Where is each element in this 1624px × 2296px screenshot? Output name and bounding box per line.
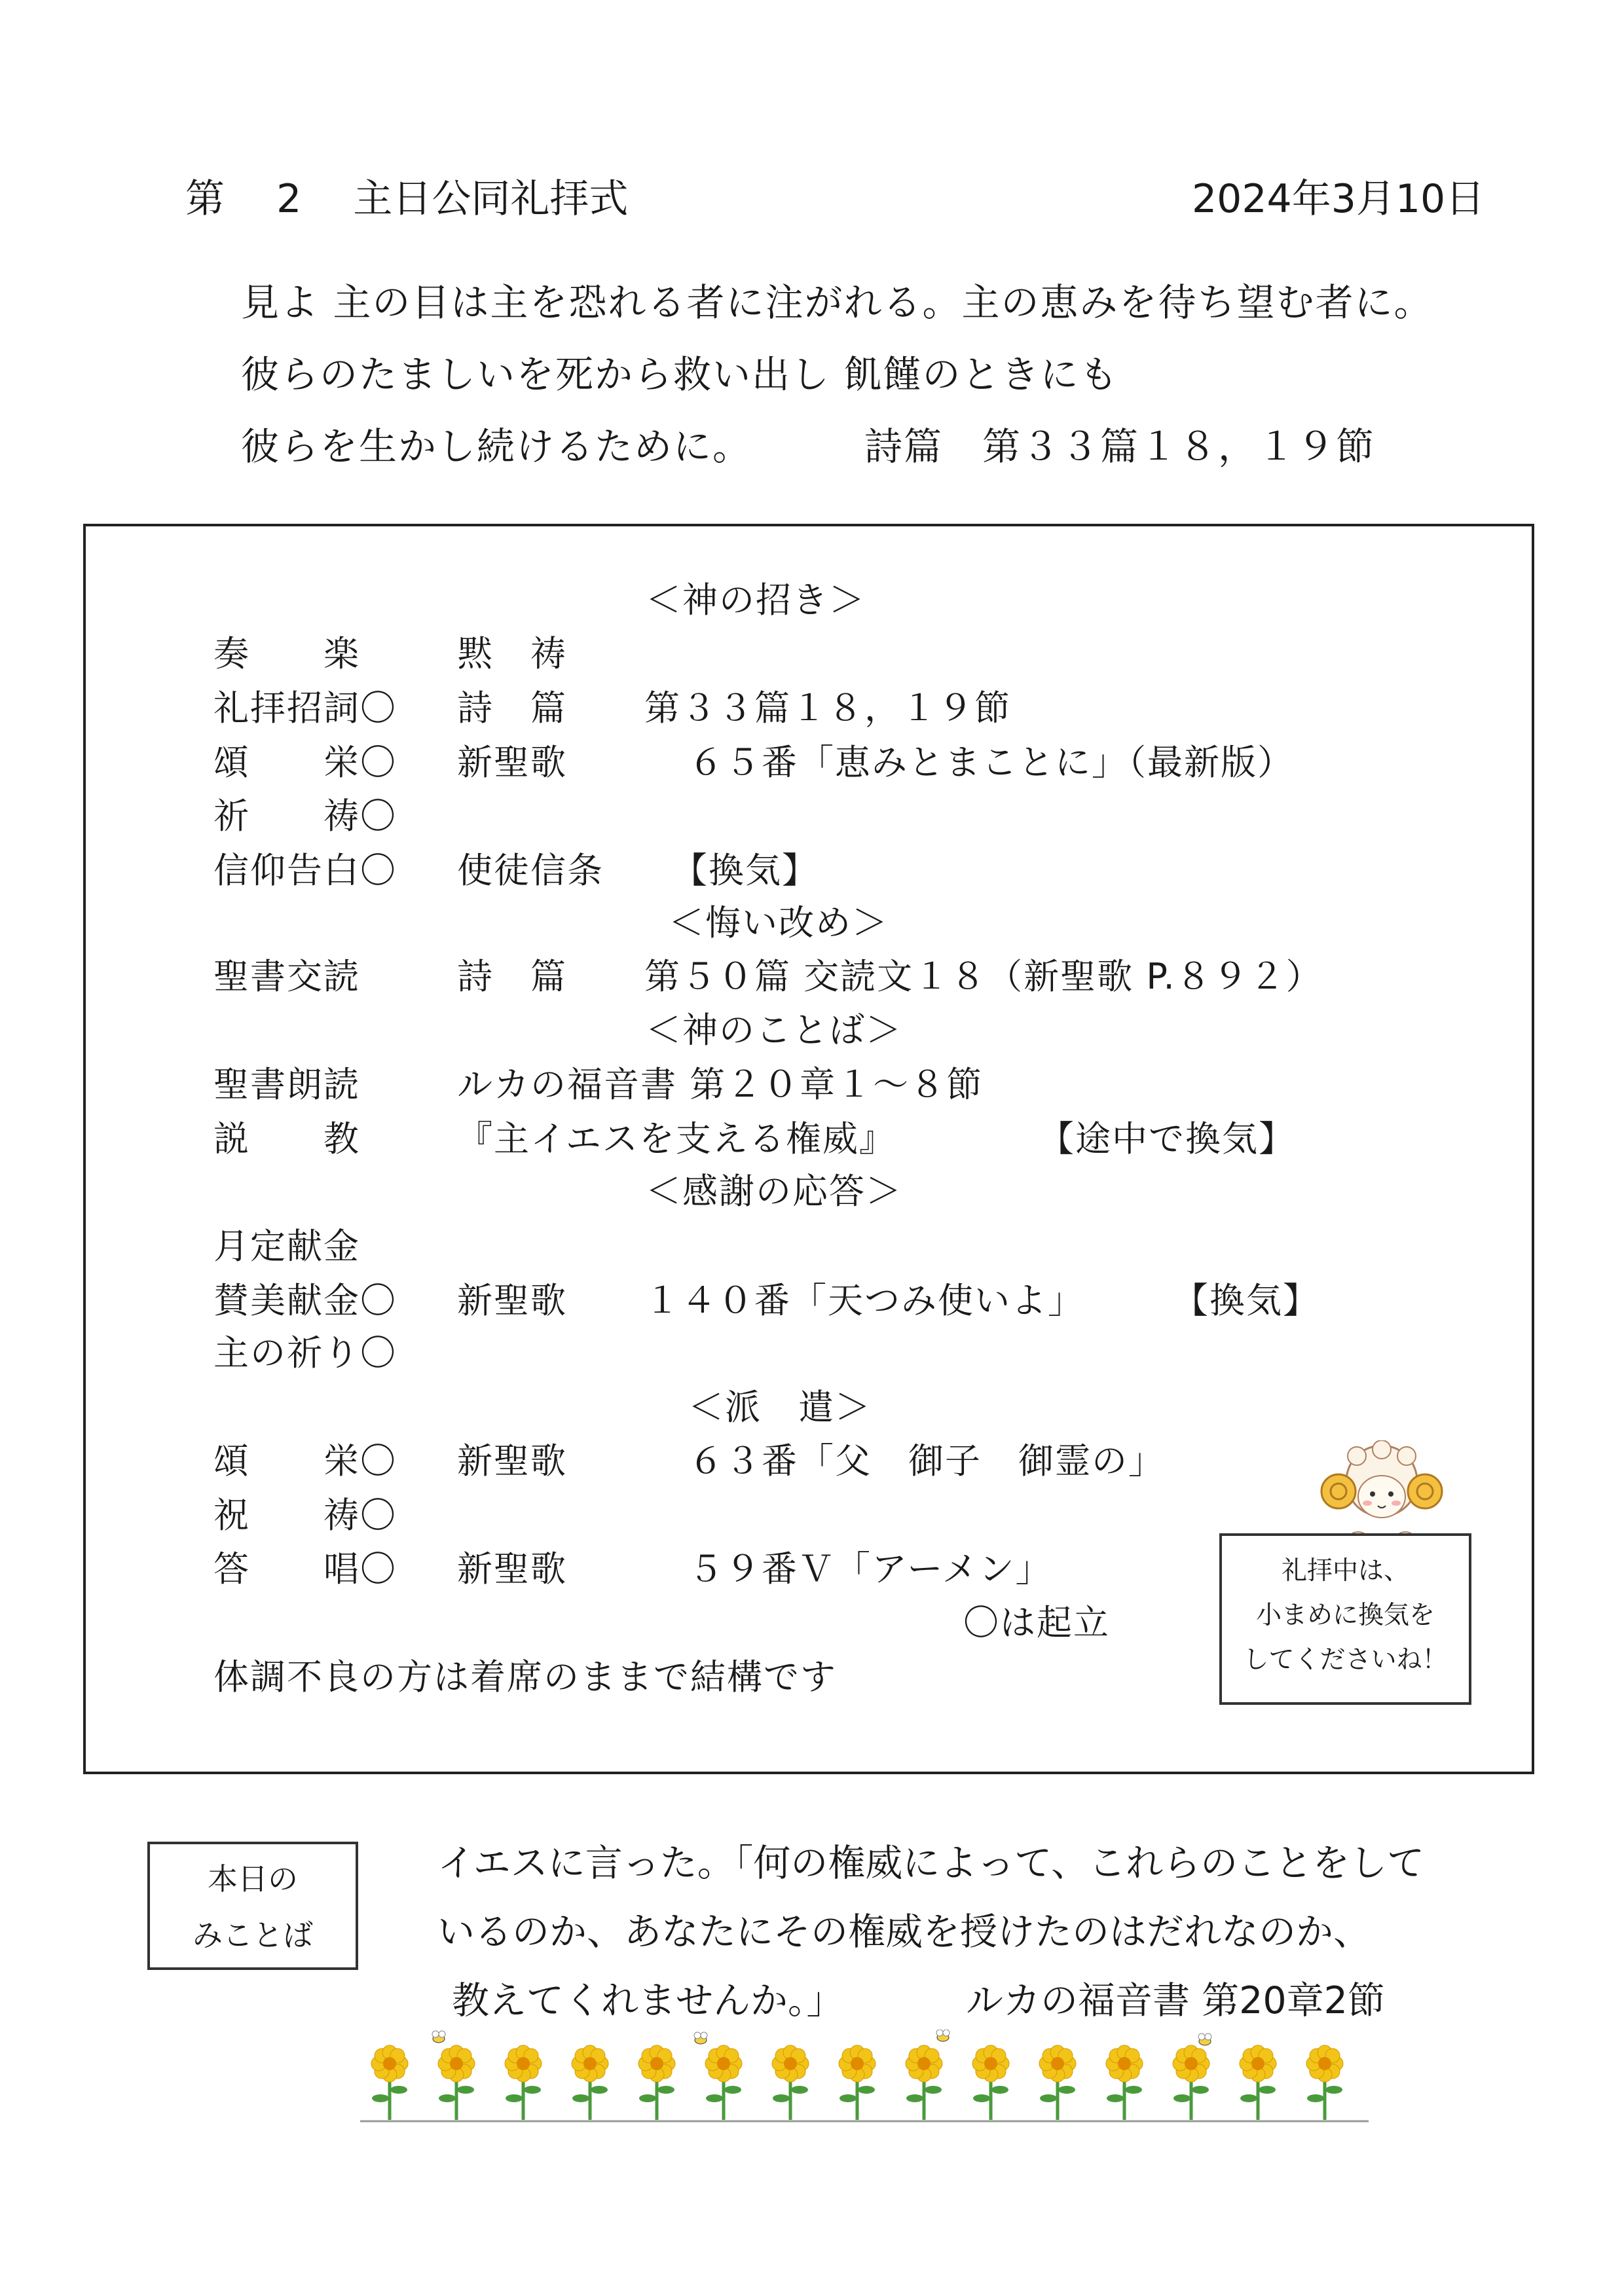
item-scripture-reading-label: 聖書朗読 [213, 1064, 360, 1105]
item-responsive-reading-detail: 詩 篇 [457, 956, 567, 997]
sheep-illustration [1316, 1440, 1447, 1545]
item-doxology-2-detail: 新聖歌 [457, 1440, 567, 1482]
flower-icon [438, 2045, 475, 2120]
bee-icon [432, 2031, 445, 2043]
item-call-to-worship-detail: 詩 篇 [457, 687, 567, 729]
item-offering-extra: １４０番「天つみ使いよ」 [644, 1280, 1084, 1321]
ventilation-note-line-2: 小まめに換気を [1255, 1601, 1435, 1630]
section-response: ＜感謝の応答＞ [646, 1171, 902, 1212]
todays-word-line-1: イエスに言った。「何の権威によって、これらのことをして [437, 1842, 1425, 1885]
opening-verse-line-1: 見よ 主の目は主を恐れる者に注がれる。主の恵みを待ち望む者に。 [241, 280, 1433, 325]
health-note: 体調不良の方は着席のままで結構です [213, 1656, 837, 1698]
item-prelude-label: 奏 楽 [213, 633, 360, 674]
item-prayer-label: 祈 祷〇 [213, 795, 397, 837]
section-word: ＜神のことば＞ [646, 1010, 902, 1051]
item-doxology-2-extra: ６３番「父 御子 御霊の」 [688, 1440, 1165, 1482]
flower-icon [505, 2045, 542, 2120]
flower-icon [705, 2045, 742, 2120]
item-lords-prayer-label: 主の祈り〇 [213, 1332, 397, 1374]
item-doxology-2-label: 頌 栄〇 [213, 1440, 397, 1482]
flower-border-illustration [360, 2030, 1382, 2128]
flower-icon [839, 2045, 876, 2120]
bee-icon [694, 2032, 707, 2044]
item-doxology-extra: ６５番「恵みとまことに」（最新版） [688, 742, 1294, 783]
item-offering-label: 賛美献金〇 [213, 1280, 397, 1321]
flower-icon [772, 2045, 809, 2120]
item-call-to-worship-extra: 第３３篇１８，１９節 [644, 687, 1011, 729]
item-creed-extra: 【換気】 [672, 850, 819, 891]
item-responsive-reading-label: 聖書交読 [213, 956, 360, 997]
item-monthly-offering-label: 月定献金 [213, 1226, 360, 1267]
item-scripture-reading-detail: ルカの福音書 第２０章１～８節 [457, 1064, 984, 1105]
item-doxology-label: 頌 栄〇 [213, 742, 397, 783]
service-title: 第 2 主日公同礼拝式 [185, 176, 629, 222]
todays-word-reference: ルカの福音書 第20章2節 [966, 1979, 1385, 2022]
item-benediction-label: 祝 祷〇 [213, 1495, 397, 1536]
bee-icon [1198, 2033, 1211, 2045]
item-sermon-detail: 『主イエスを支える権威』 [457, 1118, 896, 1159]
ventilation-note-line-1: 礼拝中は、 [1281, 1556, 1409, 1586]
opening-verse-line-3: 彼らを生かし続けるために。 [241, 424, 752, 469]
flower-icon [1306, 2045, 1343, 2120]
section-sending: ＜派 遣＞ [688, 1387, 872, 1428]
item-call-to-worship-label: 礼拝招詞〇 [213, 687, 397, 729]
section-call: ＜神の招き＞ [646, 579, 866, 621]
opening-verse-line-2: 彼らのたましいを死から救い出し 飢饉のときにも [241, 352, 1119, 397]
item-offering-ventilation: 【換気】 [1173, 1280, 1320, 1321]
todays-word-label-line-1: 本日の [208, 1861, 298, 1897]
flower-icon [972, 2045, 1009, 2120]
flower-icon [1039, 2045, 1076, 2120]
todays-word-line-2: いるのか、あなたにその権威を授けたのはだれなのか、 [437, 1910, 1371, 1954]
item-prelude-detail: 黙 祷 [457, 633, 567, 674]
bee-icon [936, 2030, 950, 2041]
item-amen-label: 答 唱〇 [213, 1548, 397, 1590]
flower-icon [1173, 2045, 1209, 2120]
standing-note: 〇は起立 [963, 1602, 1110, 1643]
item-amen-detail: 新聖歌 [457, 1548, 567, 1590]
item-creed-detail: 使徒信条 [457, 850, 604, 891]
todays-word-line-3: 教えてくれませんか。」 [452, 1979, 844, 2022]
item-offering-detail: 新聖歌 [457, 1280, 567, 1321]
flower-icon [572, 2045, 608, 2120]
flower-icon [1106, 2045, 1143, 2120]
todays-word-label [147, 1842, 358, 1970]
item-sermon-extra: 【途中で換気】 [1039, 1118, 1295, 1159]
flower-icon [638, 2045, 675, 2120]
opening-verse-reference: 詩篇 第３３篇１８，１９節 [864, 424, 1376, 469]
service-date: 2024年3月10日 [1192, 176, 1485, 222]
item-amen-extra: ５９番Ｖ「アーメン」 [688, 1548, 1052, 1590]
flower-icon [906, 2045, 942, 2120]
flower-icon [1240, 2045, 1276, 2120]
flower-icon [371, 2045, 408, 2120]
item-sermon-label: 説 教 [213, 1118, 360, 1159]
section-repentance: ＜悔い改め＞ [669, 902, 889, 943]
todays-word-label-line-2: みことば [193, 1918, 313, 1953]
ventilation-note-line-3: してくださいね！ [1243, 1645, 1448, 1675]
item-creed-label: 信仰告白〇 [213, 850, 397, 891]
ventilation-note-sign [1219, 1533, 1471, 1705]
item-responsive-reading-extra: 第５０篇 交読文１８（新聖歌 P.８９２） [644, 956, 1323, 997]
item-doxology-detail: 新聖歌 [457, 742, 567, 783]
